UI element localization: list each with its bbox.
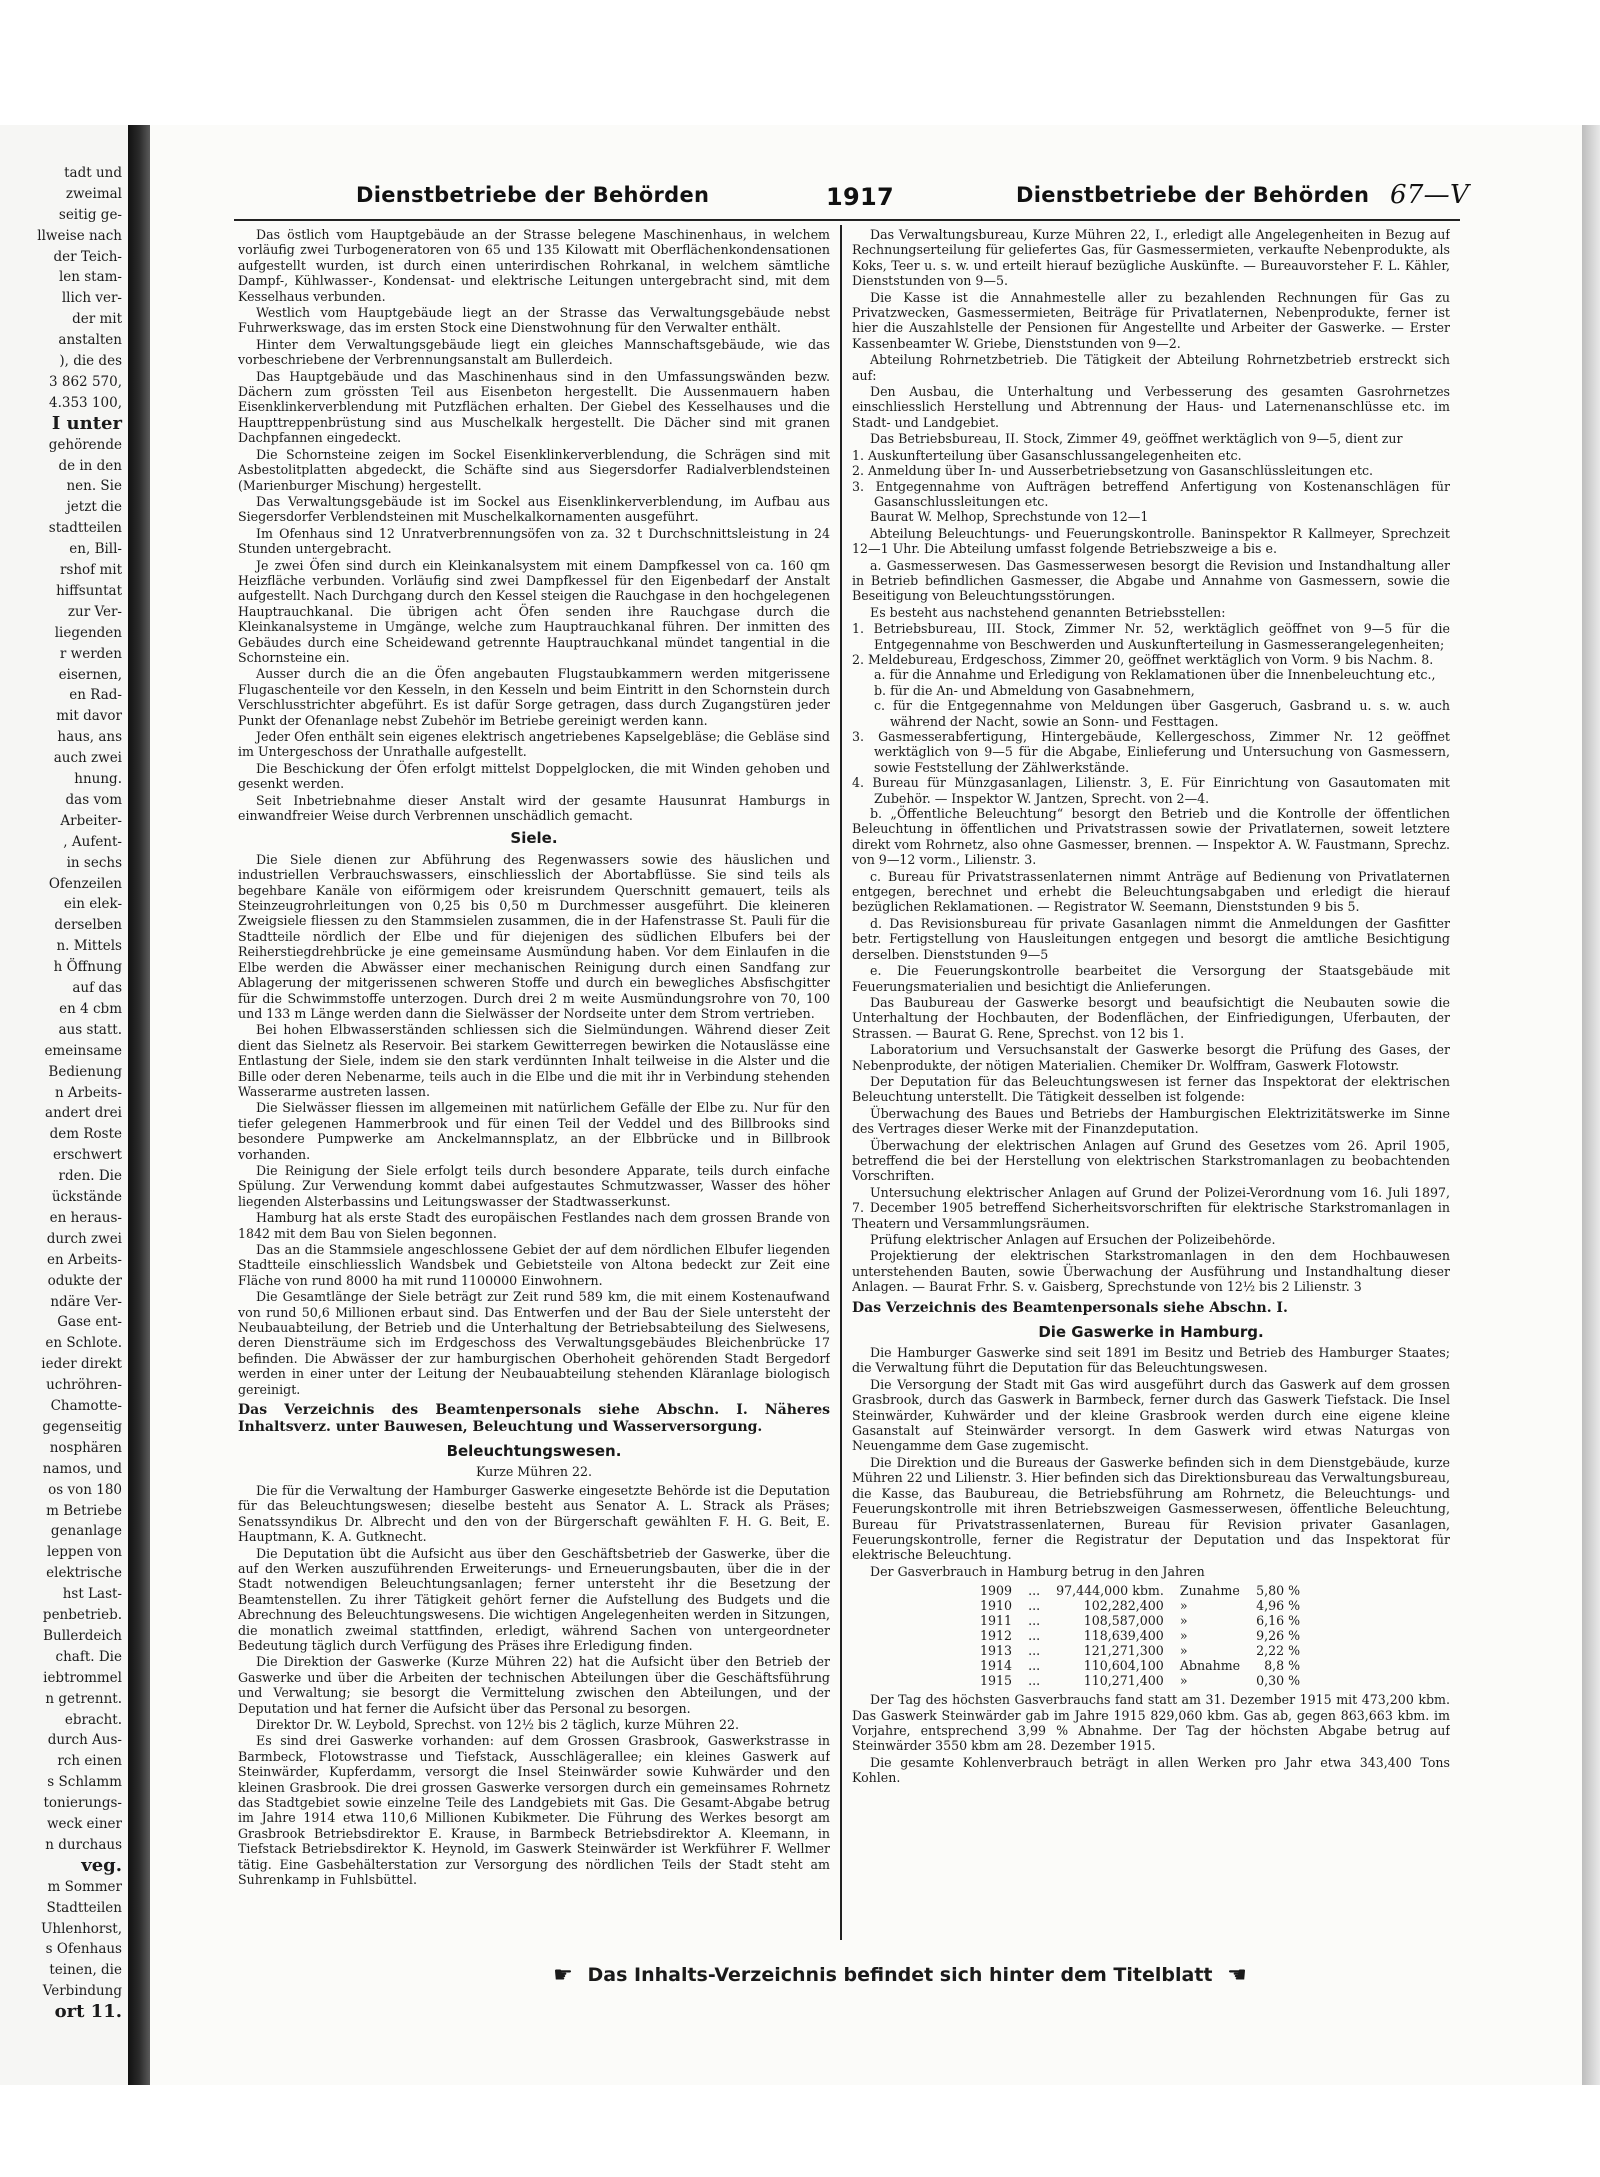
administration-section: [852, 227, 1450, 447]
fragment-line: stadtteilen: [48, 520, 122, 537]
table-row: [972, 1613, 1308, 1628]
fragment-line: dem Roste: [49, 1126, 122, 1143]
paragraph: Prüfung elektrischer Anlagen auf Ersuchen der Polizeibehörde.: [870, 1232, 1276, 1247]
table-cell-sep: ...: [1028, 1598, 1041, 1614]
table-cell-label: »: [1179, 1613, 1188, 1629]
table-row: [972, 1673, 1308, 1688]
gaswerke-heading: Die Gaswerke in Hamburg.: [1038, 1322, 1264, 1341]
paragraph: Baurat W. Melhop, Sprechstunde von 12—1: [870, 509, 1149, 525]
siele-section: [238, 852, 830, 1397]
table-cell-label: »: [1179, 1628, 1188, 1644]
paragraph: Im Ofenhaus sind 12 Unratverbrennungsöfen von za. 32 t Durchschnittsleistung in 24 Stunden untergebracht.: [238, 525, 830, 557]
table-cell-sep: ...: [1028, 1628, 1041, 1644]
paragraph: Die Schornsteine zeigen im Sockel Eisenklinkerverblendung, die Schrägen sind mit Asbestolitplatten abgedeckt, die Schäfte sind aus Siegersdorfer Radialverblendsteinen (Marienburger Mischung) hergestellt.: [238, 446, 830, 493]
table-cell-year: 1913: [980, 1643, 1013, 1659]
fragment-line: ieder direkt: [41, 1356, 122, 1373]
table-cell-label: Abnahme: [1179, 1658, 1241, 1674]
fragment-line: odukte der: [47, 1272, 122, 1289]
paragraph: Abteilung Beleuchtungs- und Feuerungskontrolle. Baninspektor R Kallmeyer, Sprechzeit 12—1 Uhr. Die Abteilung umfasst folgende Betriebszweige a bis e.: [852, 525, 1450, 557]
table-cell-pct: 8,8 %: [1264, 1658, 1301, 1674]
table-cell-pct: 9,26 %: [1256, 1628, 1301, 1644]
fragment-line: en Rad-: [69, 687, 122, 704]
header-left-title: Dienstbetriebe der Behörden: [356, 183, 710, 207]
closing-section: [852, 1692, 1450, 1785]
fragment-line: ndäre Ver-: [50, 1293, 122, 1310]
paragraph: Überwachung der elektrischen Anlagen auf Grund des Gesetzes vom 26. April 1905, betreffend die bei der Herstellung von elektrischen Starkstromanlagen zu beobachtenden Vorschriften.: [852, 1137, 1450, 1184]
paragraph: Direktor Dr. W. Leybold, Sprechst. von 12½ bis 2 täglich, kurze Mühren 22.: [256, 1716, 739, 1732]
paragraph: Das Verwaltungsbureau, Kurze Mühren 22, I., erledigt alle Angelegenheiten in Bezug auf Rechnungserteilung für geliefertes Gas, für Gasmessermieten, verkaufte Nebenprodukte, als Koks, Teer u. s. w. und erteilt hierauf bezügliche Auskünfte. — Bureauvorsteher F. L. Kähler, Dienststunden von 9—5.: [852, 227, 1450, 289]
table-cell-kbm: 110,271,400: [1083, 1673, 1164, 1689]
table-cell-sep: ...: [1028, 1643, 1041, 1659]
fragment-line: s Schlamm: [47, 1774, 122, 1791]
fragment-line: weck einer: [46, 1816, 122, 1832]
fragment-line: haus, ans: [57, 729, 122, 746]
fragment-line: eisernen,: [58, 666, 122, 683]
paragraph: Die Versorgung der Stadt mit Gas wird ausgeführt durch das Gaswerk auf dem grossen Grasbrook, durch das Gaswerk in Barmbeck, ferner durch das Gaswerk Tiefstack. Die Insel Steinwärder, Kuhwärder und der kleine Grasbrook werden durch eine eigene kleine Gasanstalt auf Steinwärder versorgt. In dem Gaswerk wird etwas Naturgas von Neuengamme dem Gase zugemischt.: [852, 1376, 1450, 1454]
table-cell-label: »: [1179, 1643, 1188, 1659]
fragment-line: rden. Die: [58, 1168, 122, 1185]
fragment-line: gehörende: [48, 436, 122, 453]
fragment-line: erschwert: [52, 1147, 122, 1164]
table-cell-kbm: 102,282,400: [1083, 1598, 1164, 1614]
paragraph: Die Deputation übt die Aufsicht aus über den Geschäftsbetrieb der Gaswerke, über die auf den Werken auszuführenden Erweiterungs- und Erneuerungsbauten, über die in der Stadt notwendigen Beleuchtungsanlagen; ferner untersteht ihr die Besetzung der Beamtenstellen. Zu ihrer Tätigkeit gehört ferner die Aufstellung des Budgets und die Abrechnung des Beleuchtungswesens. Die wichtigen Angelegenheiten werden in Sitzungen, die monatlich zweimal stattfinden, erledigt, während Sachen von untergeordneter Bedeutung täglich durch Verfügung des Präses ihre Erledigung finden.: [238, 1545, 830, 1653]
fragment-line: jetzt die: [66, 499, 122, 516]
departments-section: [852, 806, 1450, 1295]
page-header: [150, 180, 1582, 223]
list-item: 2. Anmeldung über In- und Ausserbetriebsetzung von Gasanschlüssleitungen etc.: [852, 463, 1374, 479]
list-item: 3. Entgegennahme von Aufträgen betreffend Anfertigung von Kostenanschlägen für Gasanschlussleitungen etc.: [852, 478, 1450, 509]
fragment-line: llweise nach: [37, 227, 122, 244]
fragment-line: en heraus-: [49, 1209, 122, 1226]
paragraph: Je zwei Öfen sind durch ein Kleinkanalsystem mit einem Dampfkessel von ca. 160 qm Heizfläche verbunden. Vorläufig sind zwei Dampfkessel für den Eigenbedarf der Anstalt aufgestellt. Nach Durchgang durch den Kessel steigen die Rauchgase in den hochgelegenen Hauptrauchkanal. Die übrigen acht Öfen senden ihre Rauchgase durch die Kleinkanalsysteme in Umgänge, welche zum Hauptrauchkanal führen. Der inmitten des Gebäudes durch eine Scheidewand getrennte Hauptrauchkanal mündet tangential in die Schornsteine ein.: [238, 557, 830, 665]
meldebureau-list: [852, 667, 1450, 729]
fragment-line: ), die des: [59, 353, 122, 370]
fragment-line: anstalten: [58, 332, 122, 349]
fragment-line: n Arbeits-: [54, 1084, 122, 1101]
rohrnetz-list: [852, 448, 1450, 510]
fragment-line: zweimal: [65, 185, 122, 202]
control-section: [852, 509, 1450, 620]
list-item: 1. Auskunfterteilung über Gasanschlussangelegenheiten etc.: [852, 447, 1242, 463]
paragraph: Hinter dem Verwaltungsgebäude liegt ein gleiches Mannschaftsgebäude, wie das vorbeschriebene der Verbrennungsanstalt am Bullerdeich.: [238, 336, 830, 368]
left-reference-note: Das Verzeichnis des Beamtenpersonals siehe Abschn. I. Näheres Inhaltsverz. unter Bauwesen, Beleuchtung und Wasserversorgung.: [238, 1402, 830, 1436]
fragment-line: durch zwei: [46, 1230, 122, 1247]
fragment-line: 4.353 100,: [49, 394, 122, 411]
paragraph: Die Sielwässer fliessen im allgemeinen mit natürlichem Gefälle der Elbe zu. Nur für den tiefer gelegenen Hammerbrook und für einen Teil der Veddel und des Billbrooks sind besondere Pumpwerke am Anckelmannsplatz, an der Elbbrücke und in Billbrook vorhanden.: [238, 1100, 830, 1162]
fragment-line: liegenden: [54, 624, 122, 641]
fragment-line: das vom: [65, 791, 122, 808]
fragment-line: en Arbeits-: [46, 1251, 122, 1268]
fragment-line: h Öffnung: [53, 959, 122, 976]
fragment-line: auch zwei: [53, 750, 122, 767]
fragment-line: m Betriebe: [46, 1502, 122, 1519]
column-divider: [840, 225, 842, 1940]
pointing-hand-right-icon: ☛: [553, 1963, 573, 1988]
fragment-line: emeinsame: [44, 1042, 122, 1059]
header-right-title: Dienstbetriebe der Behörden: [1016, 183, 1370, 207]
header-rule: [234, 219, 1460, 221]
paragraph: a. Gasmesserwesen. Das Gasmesserwesen besorgt die Revision und Instandhaltung aller in Betrieb befindlichen Gasmesser, die Abgabe und Annahme von Gasmessern, sowie die Beseitigung von Beleuchtungsstörungen.: [852, 557, 1450, 604]
fragment-line: Verbindung: [42, 1983, 122, 2000]
paragraph: Westlich vom Hauptgebäude liegt an der Strasse das Verwaltungsgebäude nebst Fuhrwerkswage, das im ersten Stock eine Dienstwohnung für den Verwalter enthält.: [238, 305, 830, 336]
fragment-line: ebracht.: [64, 1711, 122, 1728]
fragment-line: en, Bill-: [69, 541, 122, 558]
paragraph: Hamburg hat als erste Stadt des europäischen Festlandes nach dem grossen Brande von 1842 mit dem Bau von Sielen begonnen.: [238, 1210, 830, 1241]
fragment-line: llich ver-: [61, 290, 122, 307]
fragment-line: seitig ge-: [58, 206, 122, 223]
paragraph: Die Direktion und die Bureaus der Gaswerke befinden sich in dem Dienstgebäude, kurze Mühren 22 und Lilienstr. 3. Hier befinden sich das Direktionsbureau das Verwaltungsbureau, die Kasse, das Baubureau, die Betriebsführung am Rohrnetz, die Beleuchtungs- und Feuerungskontrolle mit ihren Betriebszweigen Gasmesserwesen, öffentliche Beleuchtung, Bureau für Privatstrassenlaternen, Bureau für Revision privater Gasanlagen, Feuerungskontrolle, ferner die Registratur der Deputation und das Inspektorat für elektrische Beleuchtung.: [852, 1454, 1450, 1563]
fragment-line: m Sommer: [47, 1878, 122, 1895]
table-cell-label: »: [1179, 1598, 1188, 1614]
document-page: [150, 125, 1582, 2085]
fragment-line: 3 862 570,: [49, 373, 122, 390]
pointing-hand-left-icon: ☚: [1227, 1963, 1247, 1988]
right-reference-note: Das Verzeichnis des Beamtenpersonals siehe Abschn. I.: [852, 1299, 1288, 1316]
fragment-line: , Aufent-: [63, 833, 122, 850]
fragment-line: rshof mit: [59, 562, 122, 579]
paragraph: Die Kasse ist die Annahmestelle aller zu bezahlenden Rechnungen für Gas zu Privatzwecken, Gasmessermieten, Beiträge für Privatlaternen, Nebenprodukte, ferner ist hier die Auszahlstelle der Pensionen für Angestellte und Arbeiter der Gaswerke. — Erster Kassenbeamter W. Griebe, Dienststunden von 9—2.: [852, 289, 1450, 351]
fragment-line: ein elek-: [63, 896, 122, 913]
paragraph: Die Beschickung der Öfen erfolgt mittelst Doppelglocken, die mit Winden gehoben und gesenkt werden.: [238, 760, 830, 792]
fragment-line: nen. Sie: [66, 478, 122, 495]
paragraph: Projektierung der elektrischen Starkstromanlagen in den dem Hochbauwesen unterstehenden Bauten, sowie Überwachung der Ausführung und Instandhaltung dieser Anlagen. — Baurat Frhr. S. v. Gaisberg, Sprechstunde von 12½ bis 2 Lilienstr. 3: [852, 1248, 1450, 1295]
table-cell-pct: 0,30 %: [1256, 1673, 1301, 1689]
paragraph: e. Die Feuerungskontrolle bearbeitet die Versorgung der Staatsgebäude mit Feuerungsmaterialien und besichtigt die Anlieferungen.: [852, 963, 1450, 994]
paragraph: Die Siele dienen zur Abführung des Regenwassers sowie des häuslichen und industriellen Verbrauchswassers, einschliesslich der Abortabflüsse. Sie sind teils als begehbare Kanäle von eiförmigem oder kreisrundem Querschnitt gemauert, teils als Steinzeugrohrleitungen von 0,25 bis 0,50 m Durchmesser ausgeführt. Die kleineren Zweigsiele fliessen zu den Stammsielen zusammen, die in der Hafenstrasse St. Pauli für die Stadtteile nördlich der Elbe und für diejenigen des südlichen Elbufers bei der Reiherstiegdrehbrücke je eine gemeinsame Ausmündung haben. Vor dem Einlaufen in die Elbe werden die Abwässer einer mechanischen Reinigung durch einen Sandfang zur Ablagerung der mitgerissenen schweren Stoffe und durch ein bewegliches Absfischgitter für die Schwimmstoffe unterzogen. Durch drei 2 m weite Ausmündungsrohre von 70, 100 und 133 m Länge werden dann die Sielwässer der Nordseite unter dem Strom vertrieben.: [238, 851, 830, 1021]
list-item: 2. Meldebureau, Erdgeschoss, Zimmer 20, geöffnet werktäglich von Vorm. 9 bis Nachm. 8.: [852, 651, 1434, 667]
fragment-line: Ofenzeilen: [48, 875, 122, 892]
table-row: [972, 1628, 1308, 1643]
table-cell-year: 1909: [980, 1583, 1013, 1599]
paragraph: Die Gesamtlänge der Siele beträgt zur Zeit rund 589 km, die mit einem Kostenaufwand von rund 50,6 Millionen erbaut sind. Das Entwerfen und der Bau der Siele untersteht der Neubauabteilung, der Betrieb und die Unterhaltung der Betriebsabteilung des Sielwesens, deren Diensträume sich im Erdgeschoss des Verwaltungsgebäudes Bleichenbrücke 17 befinden. Die Abwässer der zur hamburgischen Oberhoheit gehörenden Stadt Bergedorf werden in einer unter der Leitung der Neubauabteilung stehenden Kläranlage biologisch gereinigt.: [238, 1289, 830, 1397]
paragraph: Ausser durch die an die Öfen angebauten Flugstaubkammern werden mitgerissene Flugaschenteile vor den Kesseln, in den Kesseln und beim Eintritt in den Schornstein durch Verschlusstrichter abgeführt. Es ist dafür Sorge getragen, dass durch Zugangstüren jeder Punkt der Ofenanlage nebst Zubehör im Betriebe gereinigt werden kann.: [238, 666, 830, 728]
fragment-line: iebtrommel: [43, 1669, 122, 1686]
fragment-line: veg.: [81, 1854, 122, 1876]
fragment-line: hiffsuntat: [56, 582, 122, 599]
table-cell-label: Zunahme: [1179, 1583, 1240, 1599]
list-item: c. für die Entgegennahme von Meldungen über Gasgeruch, Gasbrand u. s. w. auch während der Nacht, sowie an Sonn- und Festtagen.: [874, 698, 1450, 729]
table-row: [972, 1658, 1308, 1673]
paragraph: Der Gasverbrauch in Hamburg betrug in den Jahren: [870, 1563, 1205, 1579]
fragment-line: aus statt.: [58, 1021, 122, 1038]
page-number: 67—V: [1390, 180, 1470, 210]
table-row: [972, 1598, 1308, 1613]
fragment-line: tonierungs-: [43, 1795, 122, 1812]
fragment-line: teinen, die: [49, 1962, 122, 1979]
table-cell-kbm: 108,587,000: [1083, 1613, 1164, 1629]
table-cell-sep: ...: [1028, 1673, 1041, 1689]
fragment-line: elektrische: [46, 1565, 122, 1582]
fragment-line: tadt und: [64, 165, 122, 181]
table-cell-year: 1912: [980, 1628, 1013, 1644]
fragment-line: s Ofenhaus: [45, 1941, 122, 1958]
fragment-line: andert drei: [45, 1105, 122, 1122]
adjacent-page-fragment: [0, 125, 128, 2085]
table-cell-year: 1911: [980, 1613, 1013, 1629]
table-cell-kbm: 97,444,000 kbm.: [1056, 1583, 1164, 1599]
paragraph: b. „Öffentliche Beleuchtung“ besorgt den Betrieb und die Kontrolle der öffentlichen Beleuchtung in öffentlichen und Privatstrassen sowie der Privatlaternen, soweit letztere direkt vom Rohrnetz, also ohne Gasmesser, brennen. — Inspektor A. W. Faustmann, Sprechz. von 9—12 vorm., Lilienstr. 3.: [852, 806, 1450, 868]
table-cell-year: 1914: [980, 1658, 1013, 1674]
fragment-line: en 4 cbm: [59, 1000, 122, 1017]
table-row: [972, 1583, 1308, 1598]
paragraph: Das Hauptgebäude und das Maschinenhaus sind in den Umfassungswänden bezw. Dächern zum grössten Teil aus Eisenbeton hergestellt. Die Aussenmauern haben Eisenklinkerverblendung mit Putzflächen erhalten. Der Giebel des Kesselhauses und die Haupttreppenbrüstung sind aus Muschelkalk hergestellt. Die Dächer sind mit granen Dachpfannen eingedeckt.: [238, 368, 830, 446]
paragraph: Das östlich vom Hauptgebäude an der Strasse belegene Maschinenhaus, in welchem vorläufig zwei Turbogeneratoren von 65 und 135 Kilowatt mit Oberflächenkondensationen aufgestellt wurden, ist durch einen unterirdischen Rohrkanal, in welchem sämtliche Dampf-, Kühlwasser-, Kondensat- und elektrische Leitungen untergebracht sind, mit dem Kesselhaus verbunden.: [238, 227, 830, 304]
fragment-line: os von 180: [48, 1481, 122, 1498]
fragment-line: gegenseitig: [42, 1418, 122, 1435]
paragraph: Es sind drei Gaswerke vorhanden: auf dem Grossen Grasbrook, Gaswerkstrasse in Barmbeck, Flotowstrasse und Tiefstack, Ausschlägerallee; ein kleines Gaswerk auf Steinwärder, Kupferdamm, versorgt die Insel Steinwärder sowie Kuhwärder und den kleinen Grasbrook. Die drei grossen Gaswerke versorgen durch ein gemeinsames Rohrnetz das Stadtgebiet sowie einzelne Teile des Landgebiets mit Gas. Die Gesamt-Abgabe betrug im Jahre 1914 etwa 110,6 Millionen Kubikmeter. Die Führung des Werkes besorgt am Grasbrook Betriebsdirektor E. Krause, in Barmbeck Betriebsdirektor A. Kleemann, in Tiefstack Betriebsdirektor K. Heynold, im Gaswerk Steinwärder ist Werkführer F. Wellmer tätig. Eine Gasbehälterstation zur Versorgung des nördlichen Teils der Stadt steht am Suhrenkamp in Fuhlsbüttel.: [238, 1733, 830, 1888]
list-item: a. für die Annahme und Erledigung von Reklamationen über die Innenbeleuchtung etc.,: [874, 667, 1436, 683]
paragraph: Jeder Ofen enthält sein eigenes elektrisch angetriebenes Kapselgebläse; die Gebläse sind im Untergeschoss der Unrathalle aufgestellt.: [238, 729, 830, 760]
paragraph: Der Tag des höchsten Gasverbrauchs fand statt am 31. Dezember 1915 mit 473,200 kbm. Das Gaswerk Steinwärder gab im Jahre 1915 829,060 kbm. Gas ab, gegen 863,663 kbm. im Vorjahre, entsprechend 3,99 % Abnahme. Der Tag der höchsten Abgabe betrug auf Steinwärder 3550 kbm am 28. Dezember 1915.: [852, 1692, 1450, 1754]
paragraph: Laboratorium und Versuchsanstalt der Gaswerke besorgt die Prüfung des Gases, der Nebenprodukte, der nötigen Materialien. Chemiker Dr. Wolffram, Gaswerk Flotowstr.: [852, 1042, 1450, 1073]
table-cell-sep: ...: [1028, 1583, 1041, 1599]
left-column: [238, 227, 830, 1942]
paragraph: Abteilung Rohrnetzbetrieb. Die Tätigkeit der Abteilung Rohrnetzbetrieb erstreckt sich auf:: [852, 352, 1450, 383]
paragraph: Die gesamte Kohlenverbrauch beträgt in allen Werken pro Jahr etwa 343,400 Tons Kohlen.: [852, 1754, 1450, 1786]
fragment-line: der mit: [72, 311, 122, 328]
paragraph: Die für die Verwaltung der Hamburger Gaswerke eingesetzte Behörde ist die Deputation für das Beleuchtungswesen; dieselbe besteht aus Senator A. L. Strack als Präses; Senatssyndikus Dr. Albrecht und den von der Bürgerschaft gewählten F. H. G. Beit, E. Hauptmann, K. A. Gutknecht.: [238, 1482, 830, 1545]
beleuchtung-address: Kurze Mühren 22.: [475, 1464, 593, 1480]
table-cell-kbm: 110,604,100: [1083, 1658, 1164, 1674]
fragment-line: de in den: [58, 457, 122, 474]
footer-note: [450, 1963, 1350, 1988]
intro-section: [238, 227, 830, 823]
fragment-line: Arbeiter-: [60, 812, 122, 829]
fragment-line: uchröhren-: [46, 1377, 122, 1394]
table-cell-pct: 6,16 %: [1256, 1613, 1301, 1629]
beleuchtung-section: [238, 1483, 830, 1888]
fragment-line: mit davor: [56, 708, 122, 725]
paragraph: Untersuchung elektrischer Anlagen auf Grund der Polizei-Verordnung vom 16. Juli 1897, 7. December 1905 betreffend Sicherheitsvorschriften für elektrische Starkstromanlagen in Theatern und Versammlungsräumen.: [852, 1184, 1450, 1231]
fragment-line: chaft. Die: [55, 1648, 122, 1665]
paragraph: Das an die Stammsiele angeschlossene Gebiet der auf dem nördlichen Elbufer liegenden Stadtteile einschliesslich Wandsbek und Gebietsteile von Altona bedeckt zur Zeit eine Fläche von rund 8000 ha mit rund 1100000 Einwohnern.: [238, 1242, 830, 1288]
table-cell-year: 1910: [980, 1598, 1013, 1614]
fragment-line: auf das: [72, 980, 122, 997]
list-item: 3. Gasmesserabfertigung, Hintergebäude, Kellergeschoss, Zimmer Nr. 12 geöffnet werktäglich von 9—5 für die Abgabe, Einlieferung und Untersuchung von Gasmessern, sowie Feststellung der Zählwerkstände.: [852, 729, 1450, 775]
paragraph: Überwachung des Baues und Betriebs der Hamburgischen Elektrizitätswerke im Sinne des Vertrages dieser Werke mit der Finanzdeputation.: [852, 1105, 1450, 1137]
fragment-line: hst Last-: [62, 1586, 122, 1603]
right-column: [852, 227, 1450, 1942]
paragraph: Das Baubureau der Gaswerke besorgt und beaufsichtigt die Neubauten sowie die Unterhaltung der Hochbauten, der Bodenflächen, der Einfriedigungen, Uferbauten, der Strassen. — Baurat G. Rene, Sprechst. von 12 bis 1.: [852, 994, 1450, 1041]
fragment-line: leppen von: [46, 1544, 122, 1561]
fragment-line: namos, und: [42, 1460, 122, 1477]
paragraph: Die Reinigung der Siele erfolgt teils durch besondere Apparate, teils durch einfache Spülung. Zur Verwendung kommt dabei aufgestautes Schmutzwasser, Wasser des höher liegenden Alsterbassins und Leitungswasser der Stadtwasserkunst.: [238, 1162, 830, 1209]
paragraph: Bei hohen Elbwasserständen schliessen sich die Sielmündungen. Während dieser Zeit dient das Sielnetz als Reservoir. Bei starkem Gewitterregen bewirken die Notauslässe eine Entlastung der Siele, indem sie den stark verdünnten Inhalt teilweise in die Alster und die Bille oder deren Nebenarme, teils auch in die Elbe und die mit ihr in Verbindung stehenden Wasserarme austreten lassen.: [238, 1022, 830, 1099]
paragraph: Die Direktion der Gaswerke (Kurze Mühren 22) hat die Aufsicht über den Betrieb der Gaswerke und über die Arbeiten der technischen Abteilungen über die Geschäftsführung und Verwaltung; sie besorgt die Vermittelung zwischen den Abteilungen, und der Deputation und hat ferner die Aufsicht über das Personal zu besorgen.: [238, 1654, 830, 1716]
fragment-line: Bullerdeich: [43, 1627, 122, 1644]
fragment-line: len stam-: [58, 269, 122, 286]
fragment-line: r werden: [59, 645, 122, 662]
paragraph: Das Betriebsbureau, II. Stock, Zimmer 49, geöffnet werktäglich von 9—5, dient zur: [870, 431, 1403, 447]
fragment-line: penbetrieb.: [42, 1607, 122, 1624]
table-cell-pct: 5,80 %: [1256, 1583, 1301, 1599]
list-item: 1. Betriebsbureau, III. Stock, Zimmer Nr. 52, werktäglich geöffnet von 9—5 für die Entgegennahme von Beschwerden und Auskunfterteilung in Gasmesserangelegenheiten;: [852, 621, 1450, 652]
fragment-line: Bedienung: [48, 1063, 122, 1080]
paragraph: Die Hamburger Gaswerke sind seit 1891 im Besitz und Betrieb des Hamburger Staates; die Verwaltung führt die Deputation für das Beleuchtungswesen.: [852, 1345, 1450, 1376]
fragment-line: Uhlenhorst,: [41, 1920, 122, 1937]
table-row: [972, 1643, 1308, 1658]
fragment-line: hnung.: [74, 771, 122, 788]
gaswerke-section: [852, 1345, 1450, 1579]
fragment-line: in sechs: [66, 854, 122, 871]
table-cell-year: 1915: [980, 1673, 1013, 1689]
paragraph: Seit Inbetriebnahme dieser Anstalt wird der gesamte Hausunrat Hamburgs in einwandfreier Weise durch Verbrennen unschädlich gemacht.: [238, 792, 830, 824]
paragraph: c. Bureau für Privatstrassenlaternen nimmt Anträge auf Bedienung von Privatlaternen entgegen, berechnet und erhebt die Beleuchtungsabgaben und erledigt die hierauf bezüglichen Reklamationen. — Registrator W. Seemann, Dienststunden 9 bis 5.: [852, 868, 1450, 915]
scan-edge: [1582, 125, 1600, 2085]
betriebsstellen-list-continued: [852, 729, 1450, 806]
table-cell-label: »: [1179, 1673, 1188, 1689]
table-cell-sep: ...: [1028, 1613, 1041, 1629]
fragment-line: genanlage: [50, 1523, 122, 1540]
fragment-line: n. Mittels: [56, 938, 122, 955]
table-cell-kbm: 121,271,300: [1083, 1643, 1164, 1659]
paragraph: Den Ausbau, die Unterhaltung und Verbesserung des gesamten Gasrohrnetzes einschliesslich Herstellung und Abtrennung der Haus- und Laternenanschlüsse etc. im Stadt- und Landgebiet.: [852, 384, 1450, 430]
table-cell-kbm: 118,639,400: [1083, 1628, 1164, 1644]
beleuchtung-heading: Beleuchtungswesen.: [446, 1442, 622, 1461]
fragment-line: ückstände: [51, 1189, 122, 1206]
fragment-line: durch Aus-: [47, 1732, 122, 1749]
table-cell-pct: 4,96 %: [1256, 1598, 1301, 1614]
footer-text: Das Inhalts-Verzeichnis befindet sich hinter dem Titelblatt: [587, 1964, 1213, 1986]
fragment-line: rch einen: [57, 1753, 122, 1770]
fragment-line: nosphären: [49, 1439, 122, 1456]
table-cell-pct: 2,22 %: [1256, 1643, 1301, 1659]
fragment-line: Chamotte-: [50, 1398, 122, 1415]
paragraph: Der Deputation für das Beleuchtungswesen ist ferner das Inspektorat der elektrischen Beleuchtung unterstellt. Die Tätigkeit desselben ist folgende:: [852, 1073, 1450, 1105]
fragment-line: n getrennt.: [45, 1690, 122, 1707]
fragment-line: n durchaus: [45, 1836, 122, 1853]
fragment-line: ort 11.: [54, 2001, 122, 2023]
page-gutter: [128, 125, 150, 2085]
fragment-line: I unter: [51, 412, 122, 434]
paragraph: d. Das Revisionsbureau für private Gasanlagen nimmt die Anmeldungen der Gasfitter betr. Fertigstellung von Hausleitungen entgegen und besorgt die amtliche Besichtigung derselben. Dienststunden 9—5: [852, 915, 1450, 962]
gas-consumption-table: [972, 1583, 1308, 1688]
betriebsstellen-list: [852, 621, 1450, 667]
list-item: 4. Bureau für Münzgasanlagen, Lilienstr. 3, E. Für Einrichtung von Gasautomaten mit Zubehör. — Inspektor W. Jantzen, Sprecht. von 2—4.: [852, 775, 1450, 806]
paragraph: Es besteht aus nachstehend genannten Betriebsstellen:: [870, 604, 1226, 620]
fragment-line: derselben: [54, 917, 122, 934]
fragment-line: Gase ent-: [57, 1314, 122, 1331]
fragment-line: en Schlote.: [45, 1335, 122, 1352]
table-cell-sep: ...: [1028, 1658, 1041, 1674]
fragment-line: der Teich-: [53, 248, 122, 265]
siele-heading: Siele.: [510, 829, 558, 848]
fragment-line: Stadtteilen: [46, 1899, 122, 1916]
fragment-line: zur Ver-: [67, 603, 122, 620]
paragraph: Das Verwaltungsgebäude ist im Sockel aus Eisenklinkerverblendung, im Aufbau aus Siegersdorfer Verblendsteinen mit Muschelkalkornamenten ausgeführt.: [238, 493, 830, 525]
list-item: b. für die An- und Abmeldung von Gasabnehmern,: [874, 682, 1195, 698]
header-year: 1917: [826, 183, 894, 211]
